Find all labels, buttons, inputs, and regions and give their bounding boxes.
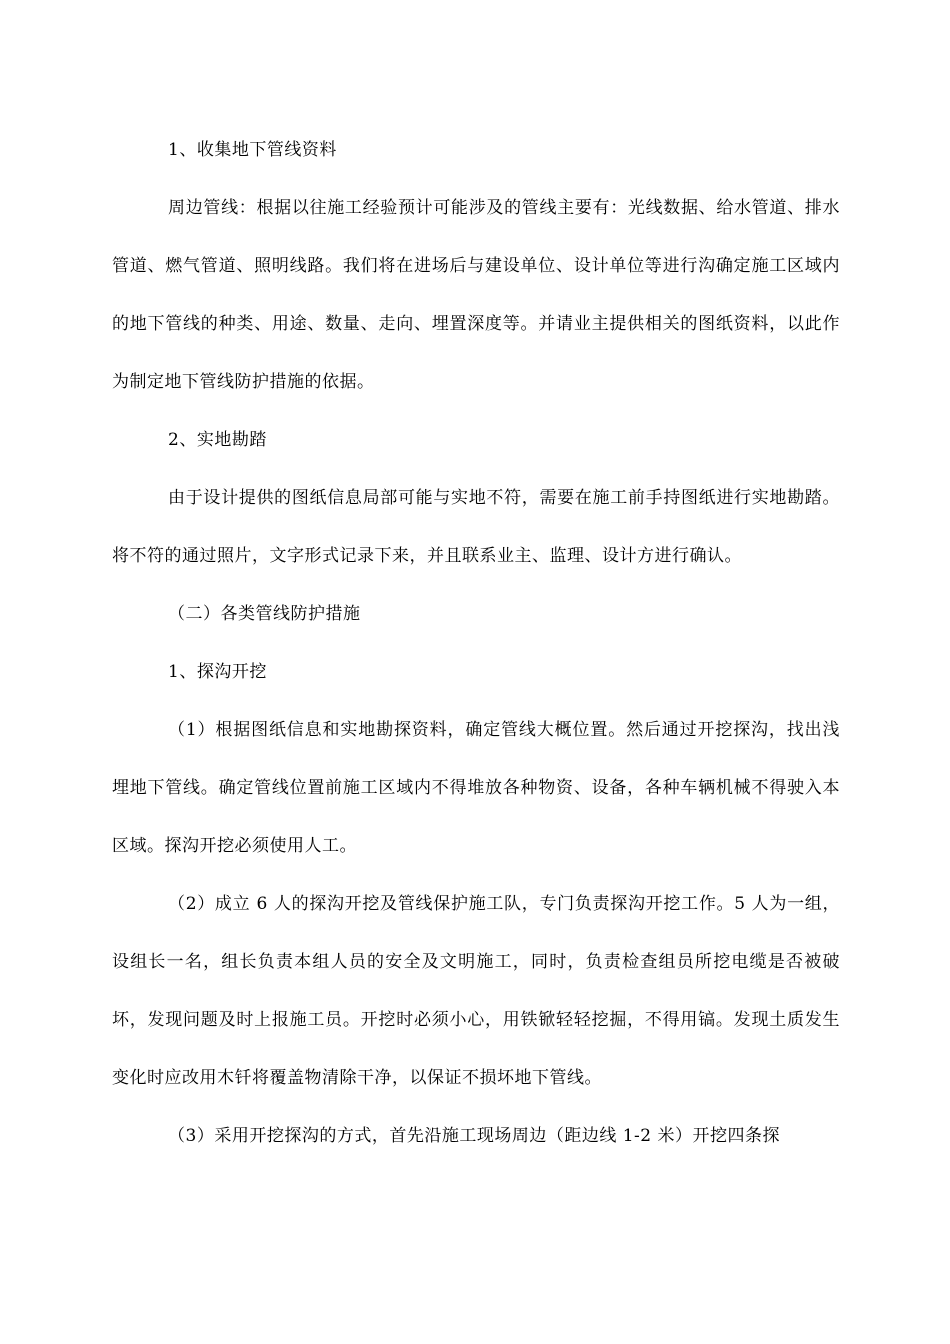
section-heading-collect-pipeline-data: 1、收集地下管线资料 [168,140,337,160]
paragraph-item-3: （3）采用开挖探沟的方式，首先沿施工现场周边（距边线 1-2 米）开挖四条探 [168,1126,780,1146]
section-heading-site-survey: 2、实地勘踏 [168,430,267,450]
paragraph-item-1: （1）根据图纸信息和实地勘探资料，确定管线大概位置。然后通过开挖探沟，找出浅埋地下管线。确定管线位置前施工区域内不得堆放各种物资、设备，各种车辆机械不得驶入本区域。探沟开挖必须使用人工。 [112,720,840,856]
document-body [112,121,840,1165]
paragraph-item-2: （2）成立 6 人的探沟开挖及管线保护施工队，专门负责探沟开挖工作。5 人为一组，设组长一名，组长负责本组人员的安全及文明施工，同时，负责检查组员所挖电缆是否被破坏，发现问题及时上报施工员。开挖时必须小心，用铁锨轻轻挖掘，不得用镐。发现土质发生变化时应改用木钎将覆盖物清除干净，以保证不损坏地下管线。 [112,894,840,1088]
paragraph-site-survey: 由于设计提供的图纸信息局部可能与实地不符，需要在施工前手持图纸进行实地勘踏。将不符的通过照片，文字形式记录下来，并且联系业主、监理、设计方进行确认。 [112,488,840,566]
paragraph-surrounding-pipelines: 周边管线：根据以往施工经验预计可能涉及的管线主要有：光线数据、给水管道、排水管道、燃气管道、照明线路。我们将在进场后与建设单位、设计单位等进行沟确定施工区域内的地下管线的种类、用途、数量、走向、埋置深度等。并请业主提供相关的图纸资料，以此作为制定地下管线防护措施的依据。 [112,198,840,392]
section-heading-trench-excavation: 1、探沟开挖 [168,662,267,682]
section-heading-pipeline-protection-measures: （二）各类管线防护措施 [168,604,361,624]
